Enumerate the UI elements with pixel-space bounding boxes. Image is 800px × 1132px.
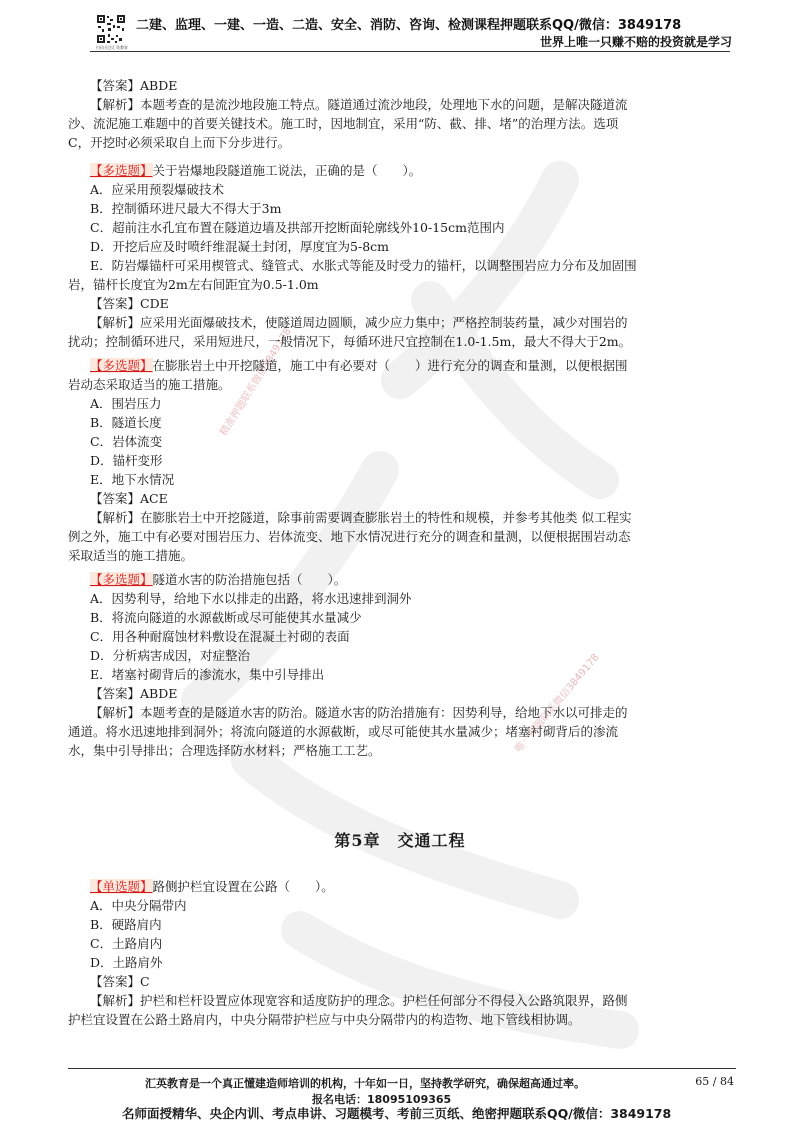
analysis-line: 【解析】应采用光面爆破技术，使隧道周边圆顺，减少应力集中；严格控制装药量，减少对围岩的 xyxy=(90,315,628,330)
option-item: A．应采用预裂爆破技术 xyxy=(90,182,225,197)
option-item: E．地下水情况 xyxy=(90,472,175,487)
answer-line: 【答案】ACE xyxy=(90,491,168,506)
analysis-line: 【解析】本题考查的是流沙地段施工特点。隧道通过流沙地段，处理地下水的问题，是解决隧道流 xyxy=(90,97,628,112)
option-item: A．中央分隔带内 xyxy=(90,898,187,913)
footer-intro: 汇英教育是一个真正懂建造师培训的机构，十年如一日，坚持教学研究，确保超高通过率。 xyxy=(145,1077,585,1090)
analysis-line: 【解析】护栏和栏杆设置应体现宽容和适度防护的理念。护栏任何部分不得侵入公路筑限界，路侧 xyxy=(90,993,628,1008)
option-item: C．超前注水孔宜布置在隧道边墙及拱部开挖断面轮廓线外10-15cm范围内 xyxy=(90,220,505,235)
option-item: E．堵塞衬砌背后的渗流水，集中引导排出 xyxy=(90,667,325,682)
option-item: B．控制循环进尺最大不得大于3m xyxy=(90,201,282,216)
analysis-line: 【解析】在膨胀岩土中开挖隧道，除事前需要调查膨胀岩土的特性和规模，并参考其他类 似工程实 xyxy=(90,510,632,525)
qr-caption: 扫码关注汇英教育 xyxy=(96,45,128,50)
question-stem xyxy=(68,161,736,180)
option-item: D．土路肩外 xyxy=(90,955,163,970)
header-contact-line: 二建、监理、一建、一造、二造、安全、消防、咨询、检测课程押题联系QQ/微信：3849178 xyxy=(136,18,682,33)
option-item: E．防岩爆锚杆可采用楔管式、缝管式、水胀式等能及时受力的锚杆，以调整围岩应力分布及加固围 xyxy=(90,258,637,273)
chapter-heading: 第5章 交通工程 xyxy=(334,831,466,850)
analysis-line: 扰动；控制循环进尺，采用短进尺，一般情况下，每循环进尺宜控制在1.0-1.5m，最大不得大于2m。 xyxy=(68,334,632,349)
option-item: B．将流向隧道的水源截断或尽可能使其水量减少 xyxy=(90,610,362,625)
question-block xyxy=(68,570,736,760)
analysis-line: 护栏宜设置在公路土路肩内，中央分隔带护栏应与中央分隔带内的构造物、地下管线相协调。 xyxy=(68,1012,581,1027)
analysis-line: 沙、流泥施工难题中的首要关键技术。施工时，因地制宜，采用“防、截、排、堵”的治理方法。选项 xyxy=(68,116,619,131)
question-type-tag: 【单选题】 xyxy=(90,879,153,894)
analysis-line: 例之外，施工中有必要对围岩压力、岩体流变、地下水情况进行充分的调查和量测，以便根据围岩动态 xyxy=(68,529,631,544)
question-block xyxy=(68,356,736,565)
option-item: C．土路肩内 xyxy=(90,936,163,951)
question-block xyxy=(68,161,736,351)
question-stem-continued: 岩动态采取适当的施工措施。 xyxy=(68,377,231,392)
option-item: D．开挖后应及时喷纤维混凝土封闭，厚度宜为5-8cm xyxy=(90,239,390,254)
qr-code-icon xyxy=(96,14,126,44)
footer-phone: 报名电话：18095109365 xyxy=(312,1093,452,1106)
question-stem xyxy=(68,877,736,896)
answer-line: 【答案】CDE xyxy=(90,296,169,311)
analysis-line: 通道。将水迅速地排到洞外；将流向隧道的水源截断，或尽可能使其水量减少；堵塞衬砌背后的渗流 xyxy=(68,724,619,739)
header-slogan: 世界上唯一只赚不赔的投资就是学习 xyxy=(539,35,732,49)
question-type-tag: 【多选题】 xyxy=(90,572,153,587)
question-stem xyxy=(68,570,736,589)
analysis-line: C，开挖时必须采取自上而下分步进行。 xyxy=(68,135,291,150)
page-number: 65 / 84 xyxy=(695,1075,734,1088)
option-item: B．硬路肩内 xyxy=(90,917,162,932)
option-item: D．分析病害成因，对症整治 xyxy=(90,648,251,663)
watermark-text: 唯一押题联系微信3849178 xyxy=(513,652,602,755)
footer-divider xyxy=(68,1068,736,1069)
option-item-continued: 岩，锚杆长度宜为2m左右间距宜为0.5-1.0m xyxy=(68,277,319,292)
question-block xyxy=(68,877,736,1029)
answer-line: 【答案】ABDE xyxy=(90,686,178,701)
question-stem xyxy=(68,356,736,375)
answer-line: 【答案】C xyxy=(90,974,150,989)
question-stem-text: 在膨胀岩土中开挖隧道，施工中有必要对（ ）进行充分的调查和量测，以便根据围 xyxy=(152,358,628,373)
answer-line: 【答案】ABDE xyxy=(90,78,178,93)
option-item: D．锚杆变形 xyxy=(90,453,163,468)
watermark-text: 精准押题联系微信3849178 xyxy=(218,326,294,438)
question-type-tag: 【多选题】 xyxy=(90,358,153,373)
analysis-line: 采取适当的施工措施。 xyxy=(68,548,194,563)
question-stem-text: 隧道水害的防治措施包括（ ）。 xyxy=(152,572,347,587)
question-stem-text: 路侧护栏宜设置在公路（ ）。 xyxy=(152,879,334,894)
header-divider xyxy=(90,51,730,52)
option-item: B．隧道长度 xyxy=(90,415,162,430)
analysis-line: 【解析】本题考查的是隧道水害的防治。隧道水害的防治措施有：因势利导，给地下水以可排走的 xyxy=(90,705,628,720)
analysis-line: 水，集中引导排出；合理选择防水材料；严格施工工艺。 xyxy=(68,743,381,758)
option-item: A．围岩压力 xyxy=(90,396,162,411)
option-item: C．用各种耐腐蚀材料敷设在混凝土衬砌的表面 xyxy=(90,629,350,644)
question-stem-text: 关于岩爆地段隧道施工说法，正确的是（ ）。 xyxy=(152,163,422,178)
question-type-tag: 【多选题】 xyxy=(90,163,153,178)
question-block xyxy=(68,76,736,152)
option-item: C．岩体流变 xyxy=(90,434,163,449)
option-item: A．因势利导，给地下水以排走的出路，将水迅速排到洞外 xyxy=(90,591,412,606)
footer-contact-line: 名师面授精华、央企内训、考点串讲、习题模考、考前三页纸、绝密押题联系QQ/微信：3849178 xyxy=(122,1106,672,1121)
